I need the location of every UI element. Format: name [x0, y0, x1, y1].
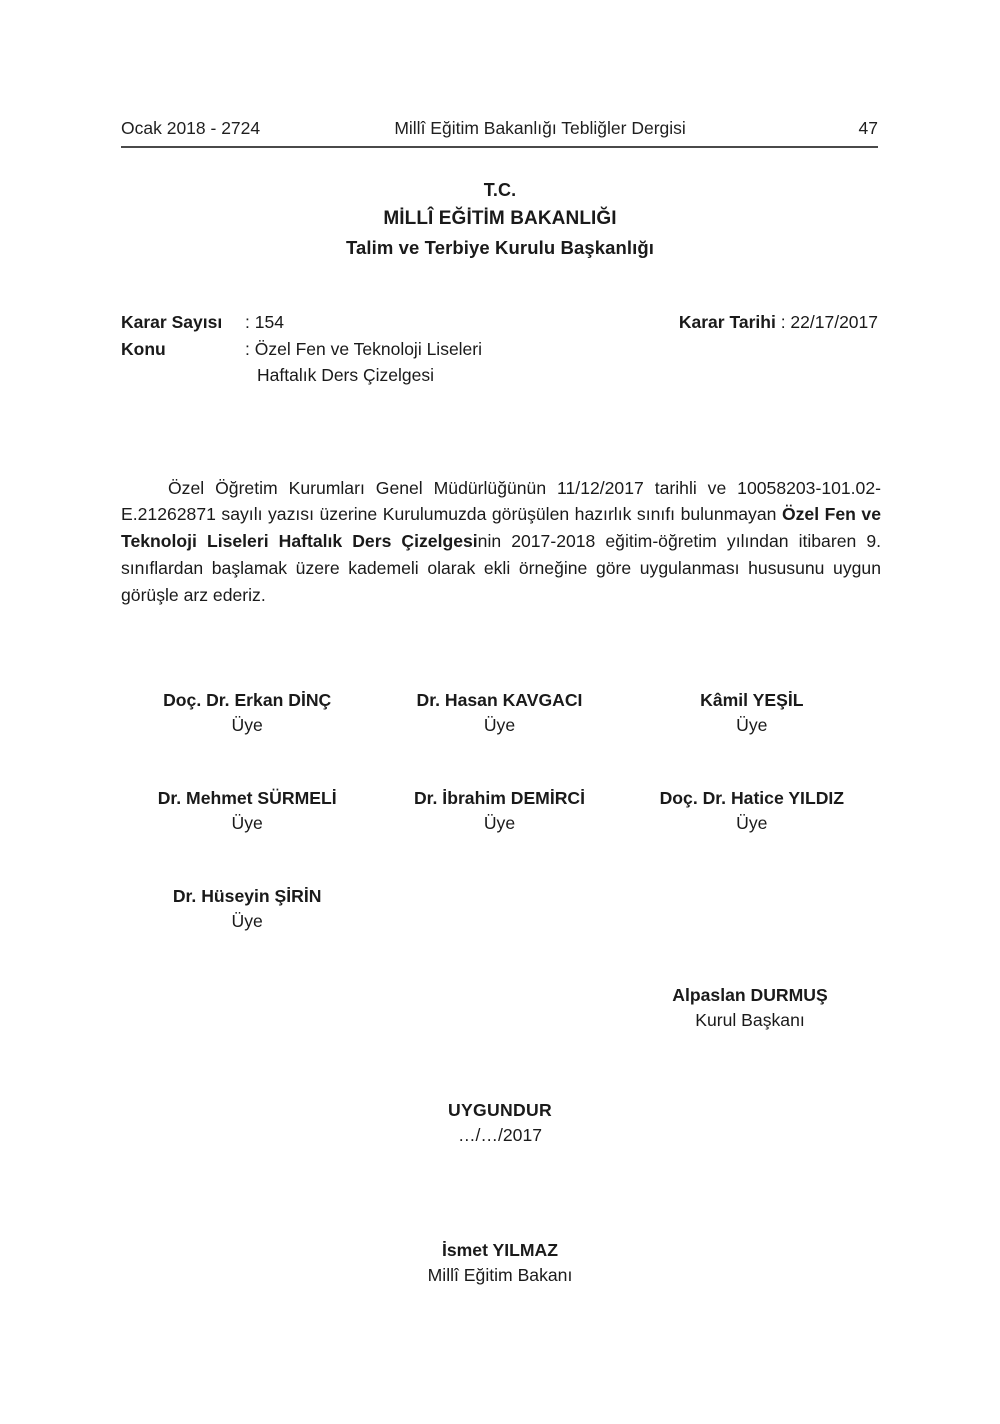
running-head-issue: Ocak 2018 - 2724: [121, 118, 261, 138]
body-part-2: nin 2017-2018 eğitim-öğretim yılından itibaren 9. sınıflardan başlamak üzere kademeli olarak ekli örneğine göre uygulanması hususunu uygun görüşle arz ederiz.: [121, 531, 881, 605]
approval-block: [360, 1098, 640, 1148]
signature-name: Kâmil YEŞİL: [700, 690, 804, 710]
decision-meta: [121, 309, 878, 389]
signature-block: [626, 688, 878, 738]
signature-row-3: [121, 884, 878, 934]
decision-number-row: [121, 309, 878, 336]
masthead: [0, 176, 1000, 263]
signature-block: [373, 688, 625, 738]
signature-block: [121, 688, 373, 738]
signature-block-empty: [373, 884, 625, 934]
signature-role: Üye: [483, 714, 516, 735]
decision-number-label: Karar Sayısı: [121, 312, 223, 332]
approval-title: UYGUNDUR: [447, 1100, 553, 1120]
signature-block: [121, 884, 373, 934]
decision-subject-value: : Özel Fen ve Teknoloji Liseleri: [245, 338, 483, 359]
signature-block: [373, 786, 625, 836]
decision-date-group: [679, 309, 878, 336]
signature-role: Üye: [231, 714, 263, 735]
minister-signature-block: [360, 1238, 640, 1288]
minister-role: Millî Eğitim Bakanı: [427, 1264, 573, 1285]
decision-subject-value-line2: Haftalık Ders Çizelgesi: [257, 365, 434, 386]
chairman-name: Alpaslan DURMUŞ: [672, 985, 828, 1005]
signature-name: Dr. Mehmet SÜRMELİ: [157, 788, 337, 808]
signature-name: Doç. Dr. Erkan DİNÇ: [163, 690, 332, 710]
signature-block-empty: [626, 884, 878, 934]
signature-name: Dr. İbrahim DEMİRCİ: [413, 788, 586, 808]
chairman-role: Kurul Başkanı: [695, 1009, 805, 1030]
page-number: 47: [858, 118, 878, 138]
signature-row-2: [121, 786, 878, 836]
body-bold-chart-title: Özel Fen ve Teknoloji Liseleri Haftalık Ders Çizelgesi: [121, 504, 881, 552]
signature-row-1: [121, 688, 878, 738]
signature-name: Dr. Hüseyin ŞİRİN: [172, 886, 322, 906]
header-divider: [121, 146, 878, 148]
approval-date: …/…/2017: [457, 1124, 543, 1145]
signature-role: Üye: [483, 812, 516, 833]
running-head-title: Millî Eğitim Bakanlığı Tebliğler Dergisi: [394, 118, 686, 138]
body-part-1: Özel Öğretim Kurumları Genel Müdürlüğünün 11/12/2017 tarihli ve 10058203-101.02-E.21262871 sayılı yazısı üzerine Kurulumuzda görüşülen hazırlık sınıfı bulunmayan: [121, 477, 881, 525]
masthead-line-board: Talim ve Terbiye Kurulu Başkanlığı: [345, 236, 655, 258]
decision-date-value: : 22/17/2017: [780, 312, 878, 332]
decision-subject-row: [121, 336, 878, 363]
signature-role: Üye: [736, 812, 768, 833]
decision-date-label: Karar Tarihi: [678, 312, 776, 332]
decision-subject-label: Konu: [121, 338, 166, 359]
signature-name: Doç. Dr. Hatice YILDIZ: [659, 788, 845, 808]
signature-role: Üye: [231, 812, 263, 833]
signature-name: Dr. Hasan KAVGACI: [416, 690, 583, 710]
signature-block: [626, 786, 878, 836]
masthead-line-tc: T.C.: [483, 180, 517, 200]
minister-name: İsmet YILMAZ: [441, 1240, 558, 1260]
signature-role: Üye: [231, 910, 263, 931]
decision-number-value: : 154: [245, 312, 284, 332]
masthead-line-ministry: MİLLÎ EĞİTİM BAKANLIĞI: [383, 208, 617, 230]
signature-block: [121, 786, 373, 836]
running-head: [121, 118, 878, 139]
signature-role: Üye: [736, 714, 768, 735]
chairman-signature-block: [600, 983, 900, 1033]
decision-body-paragraph: [121, 475, 881, 609]
